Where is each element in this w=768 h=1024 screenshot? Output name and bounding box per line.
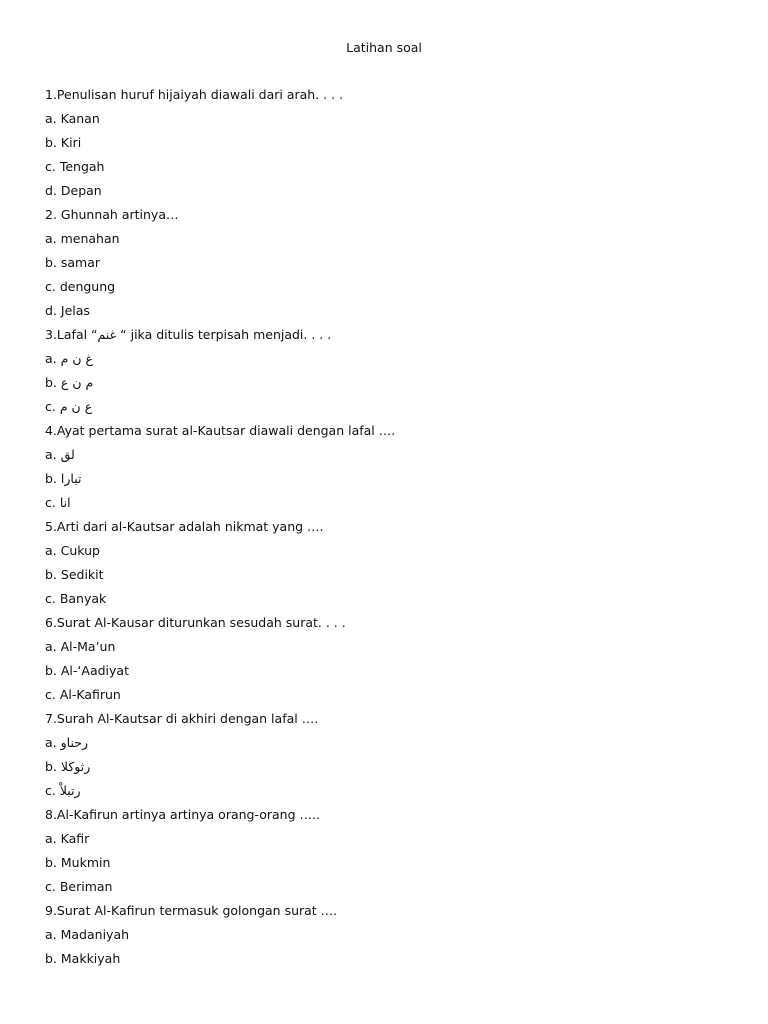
answer-option: d. Depan [45,183,102,198]
answer-option: a. Kafir [45,831,90,846]
answer-option: b. Al-‘Aadiyat [45,663,129,678]
question-text: 8.Al-Kafirun artinya artinya orang-orang ….. [45,807,320,822]
answer-option: a. Madaniyah [45,927,130,942]
answer-option: b. Makkiyah [45,951,121,966]
answer-option: c. Tengah [45,159,105,174]
answer-option: c. ع ن م [45,399,93,414]
question-list [45,86,725,974]
answer-option: a. رحناو [45,735,88,750]
answer-option: b. م ن ع [45,375,94,390]
question-text: 2. Ghunnah artinya… [45,207,179,222]
answer-option: b. Kiri [45,135,82,150]
answer-option: a. Cukup [45,543,100,558]
answer-option: b. Mukmin [45,855,111,870]
answer-option: b. رثوكلا [45,759,91,774]
answer-option: c. Banyak [45,591,107,606]
answer-option: c. dengung [45,279,116,294]
answer-option: d. Jelas [45,303,90,318]
question-text: 5.Arti dari al-Kautsar adalah nikmat yang …. [45,519,324,534]
answer-option: b. Sedikit [45,567,104,582]
answer-option: c. انا [45,495,71,510]
page-title: Latihan soal [346,40,422,55]
question-text: 7.Surah Al-Kautsar di akhiri dengan lafal …. [45,711,319,726]
answer-option: b. samar [45,255,101,270]
answer-option: a. Al-Ma’un [45,639,116,654]
question-text: 9.Surat Al-Kafirun termasuk golongan surat …. [45,903,338,918]
answer-option: a. menahan [45,231,120,246]
question-text: 6.Surat Al-Kausar diturunkan sesudah surat. . . . [45,615,346,630]
question-text: 3.Lafal “غنم “ jika ditulis terpisah menjadi. . . . [45,327,332,342]
answer-option: a. غ ن م [45,351,93,366]
answer-option: a. لق [45,447,75,462]
answer-option: c. رتبلاْ [45,783,81,798]
answer-option: a. Kanan [45,111,100,126]
answer-option: b. تبارا [45,471,82,486]
answer-option: c. Al-Kafirun [45,687,121,702]
question-text: 4.Ayat pertama surat al-Kautsar diawali dengan lafal …. [45,423,396,438]
question-text: 1.Penulisan huruf hijaiyah diawali dari arah. . . . [45,87,344,102]
answer-option: c. Beriman [45,879,113,894]
